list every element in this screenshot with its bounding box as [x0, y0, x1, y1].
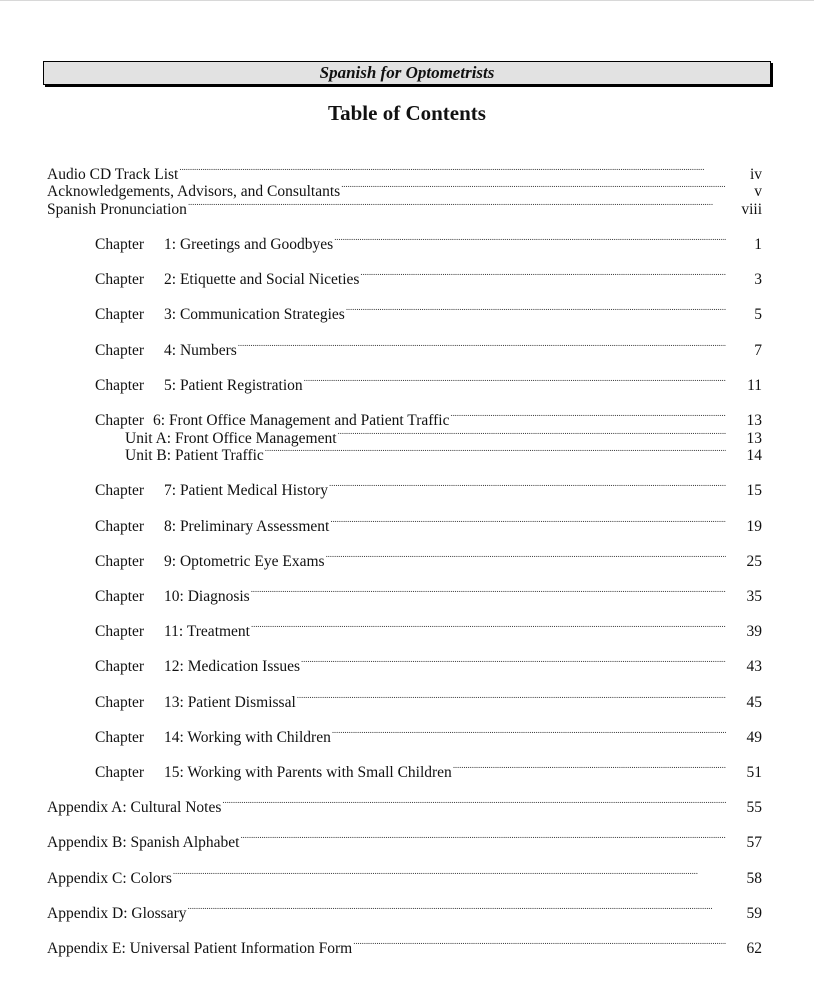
toc-entry-label [95, 729, 331, 747]
toc-entry-label [95, 306, 345, 324]
toc-entry-page: 14 [746, 447, 762, 464]
toc-entry-page: iv [749, 166, 762, 183]
chapter-number: 4: [164, 342, 177, 359]
toc-entry-label: Appendix A: Cultural Notes [47, 799, 222, 816]
toc-entry-label [95, 658, 300, 676]
toc-entry-label: Appendix C: Colors [47, 870, 172, 887]
toc-entry-label [95, 694, 296, 712]
chapter-word: Chapter [95, 412, 145, 429]
toc-entry-page: 7 [754, 342, 762, 359]
chapter-title: Medication Issues [187, 658, 301, 675]
chapter-number: 6: [153, 412, 166, 429]
chapter-number: 3: [164, 306, 177, 323]
dot-leader [346, 301, 726, 319]
dot-leader [251, 583, 726, 601]
chapter-word: Chapter [95, 377, 145, 394]
toc-entry-page: 58 [746, 870, 762, 887]
chapter-word: Chapter [95, 553, 145, 570]
dot-leader [450, 407, 726, 425]
toc-entry-label: Appendix D: Glossary [47, 905, 187, 922]
chapter-title: Patient Registration [179, 377, 303, 394]
dot-leader [265, 442, 726, 460]
toc-entry-label [95, 588, 250, 606]
toc-entry-label [95, 377, 303, 395]
page-title: Table of Contents [328, 101, 486, 125]
dot-leader [179, 161, 726, 179]
chapter-number: 15: [164, 764, 184, 781]
toc-entry-page: viii [741, 201, 762, 218]
dot-leader [251, 618, 726, 636]
toc-entry-page: 13 [746, 430, 762, 447]
dot-leader [297, 689, 726, 707]
toc-entry-chapter-7[interactable] [95, 477, 762, 500]
toc-entry-page: 59 [746, 905, 762, 922]
chapter-word: Chapter [95, 764, 145, 781]
toc-entry-page: 15 [746, 482, 762, 499]
chapter-title: Working with Parents with Small Children [187, 764, 452, 781]
toc-entry-label [95, 236, 333, 254]
chapter-word: Chapter [95, 658, 145, 675]
chapter-word: Chapter [95, 482, 145, 499]
chapter-number: 2: [164, 271, 177, 288]
dot-leader [338, 425, 726, 443]
chapter-title: Diagnosis [187, 588, 250, 605]
dot-leader [326, 548, 726, 566]
toc-entry-chapter-15[interactable] [95, 759, 762, 782]
toc-entry-unit-b[interactable] [125, 442, 762, 465]
toc-entry-chapter-4[interactable] [95, 337, 762, 360]
toc-entry-chapter-1[interactable] [95, 231, 762, 254]
chapter-word: Chapter [95, 588, 145, 605]
dot-leader [360, 266, 726, 284]
toc-entry-spanish-pronunciation[interactable] [47, 196, 762, 219]
toc-entry-chapter-10[interactable] [95, 583, 762, 606]
toc-entry-chapter-8[interactable] [95, 513, 762, 536]
toc-entry-chapter-2[interactable] [95, 266, 762, 289]
chapter-title: Treatment [186, 623, 250, 640]
dot-leader [301, 653, 726, 671]
toc-entry-page: 35 [746, 588, 762, 605]
chapter-number: 11: [164, 623, 184, 640]
dot-leader [304, 372, 726, 390]
chapter-word: Chapter [95, 342, 145, 359]
dot-leader [334, 231, 726, 249]
dot-leader [341, 178, 726, 196]
toc-entry-page: 3 [754, 271, 762, 288]
toc-entry-chapter-13[interactable] [95, 689, 762, 712]
chapter-title: Working with Children [187, 729, 331, 746]
toc-entry-page: 62 [746, 940, 762, 957]
toc-entry-chapter-14[interactable] [95, 724, 762, 747]
chapter-word: Chapter [95, 694, 145, 711]
toc-entry-label: Appendix E: Universal Patient Information Form [47, 940, 353, 957]
toc-entry-page: 25 [746, 553, 762, 570]
toc-entry-label [95, 271, 359, 289]
dot-leader [222, 794, 726, 812]
toc-entry-label: Unit A: Front Office Management [125, 430, 337, 447]
chapter-title: Etiquette and Social Niceties [179, 271, 360, 288]
chapter-number: 12: [164, 658, 184, 675]
toc-entry-label: Spanish Pronunciation [47, 201, 187, 218]
chapter-word: Chapter [95, 271, 145, 288]
toc-entry-page: 43 [746, 658, 762, 675]
chapter-word: Chapter [95, 236, 145, 253]
toc-entry-page: 45 [746, 694, 762, 711]
book-title-header: Spanish for Optometrists [43, 61, 771, 85]
toc-entry-page: 5 [754, 306, 762, 323]
toc-entry-page: 1 [754, 236, 762, 253]
toc-entry-page: 19 [746, 518, 762, 535]
chapter-word: Chapter [95, 518, 145, 535]
toc-entry-chapter-11[interactable] [95, 618, 762, 641]
toc-entry-page: 39 [746, 623, 762, 640]
toc-entry-page: v [754, 183, 762, 200]
chapter-number: 9: [164, 553, 177, 570]
chapter-title: Greetings and Goodbyes [179, 236, 334, 253]
toc-entry-label [95, 764, 452, 782]
chapter-word: Chapter [95, 729, 145, 746]
toc-entry-appendix-e[interactable] [47, 935, 762, 958]
dot-leader [188, 196, 726, 214]
chapter-number: 7: [164, 482, 177, 499]
toc-entry-label [95, 623, 250, 641]
dot-leader [353, 935, 726, 953]
toc-entry-label [95, 482, 328, 500]
toc-entry-chapter-3[interactable] [95, 301, 762, 324]
chapter-word: Chapter [95, 623, 145, 640]
toc-entry-label: Acknowledgements, Advisors, and Consultants [47, 183, 341, 200]
chapter-title: Communication Strategies [179, 306, 345, 323]
chapter-number: 13: [164, 694, 184, 711]
toc-entry-page: 57 [746, 834, 762, 851]
toc-entry-page: 49 [746, 729, 762, 746]
chapter-number: 5: [164, 377, 177, 394]
dot-leader [453, 759, 726, 777]
toc-entry-chapter-9[interactable] [95, 548, 762, 571]
dot-leader [332, 724, 726, 742]
toc-entry-label: Unit B: Patient Traffic [125, 447, 264, 464]
toc-entry-page: 11 [747, 377, 762, 394]
toc-entry-appendix-a[interactable] [47, 794, 762, 817]
chapter-word: Chapter [95, 306, 145, 323]
toc-entry-chapter-5[interactable] [95, 372, 762, 395]
chapter-title: Numbers [179, 342, 237, 359]
chapter-title: Optometric Eye Exams [179, 553, 325, 570]
chapter-number: 8: [164, 518, 177, 535]
chapter-title: Preliminary Assessment [179, 518, 330, 535]
toc-entry-label: Audio CD Track List [47, 166, 179, 183]
chapter-number: 1: [164, 236, 177, 253]
toc-entry-chapter-12[interactable] [95, 653, 762, 676]
chapter-title: Patient Medical History [179, 482, 329, 499]
toc-entry-appendix-b[interactable] [47, 829, 762, 852]
toc-entry-label [95, 518, 329, 536]
toc-entry-label [95, 342, 237, 360]
toc-entry-label [95, 553, 325, 571]
dot-leader [240, 829, 726, 847]
chapter-number: 14: [164, 729, 184, 746]
chapter-number: 10: [164, 588, 184, 605]
dot-leader [329, 477, 726, 495]
toc-entry-page: 51 [746, 764, 762, 781]
dot-leader [173, 865, 726, 883]
toc-entry-appendix-d[interactable] [47, 900, 762, 923]
toc-entry-page: 55 [746, 799, 762, 816]
dot-leader [188, 900, 727, 918]
toc-entry-page: 13 [746, 412, 762, 429]
toc-entry-label: Appendix B: Spanish Alphabet [47, 834, 240, 851]
dot-leader [238, 337, 726, 355]
toc-entry-appendix-c[interactable] [47, 865, 762, 888]
dot-leader [330, 513, 726, 531]
chapter-title: Patient Dismissal [187, 694, 296, 711]
chapter-title: Front Office Management and Patient Traffic [168, 412, 450, 429]
